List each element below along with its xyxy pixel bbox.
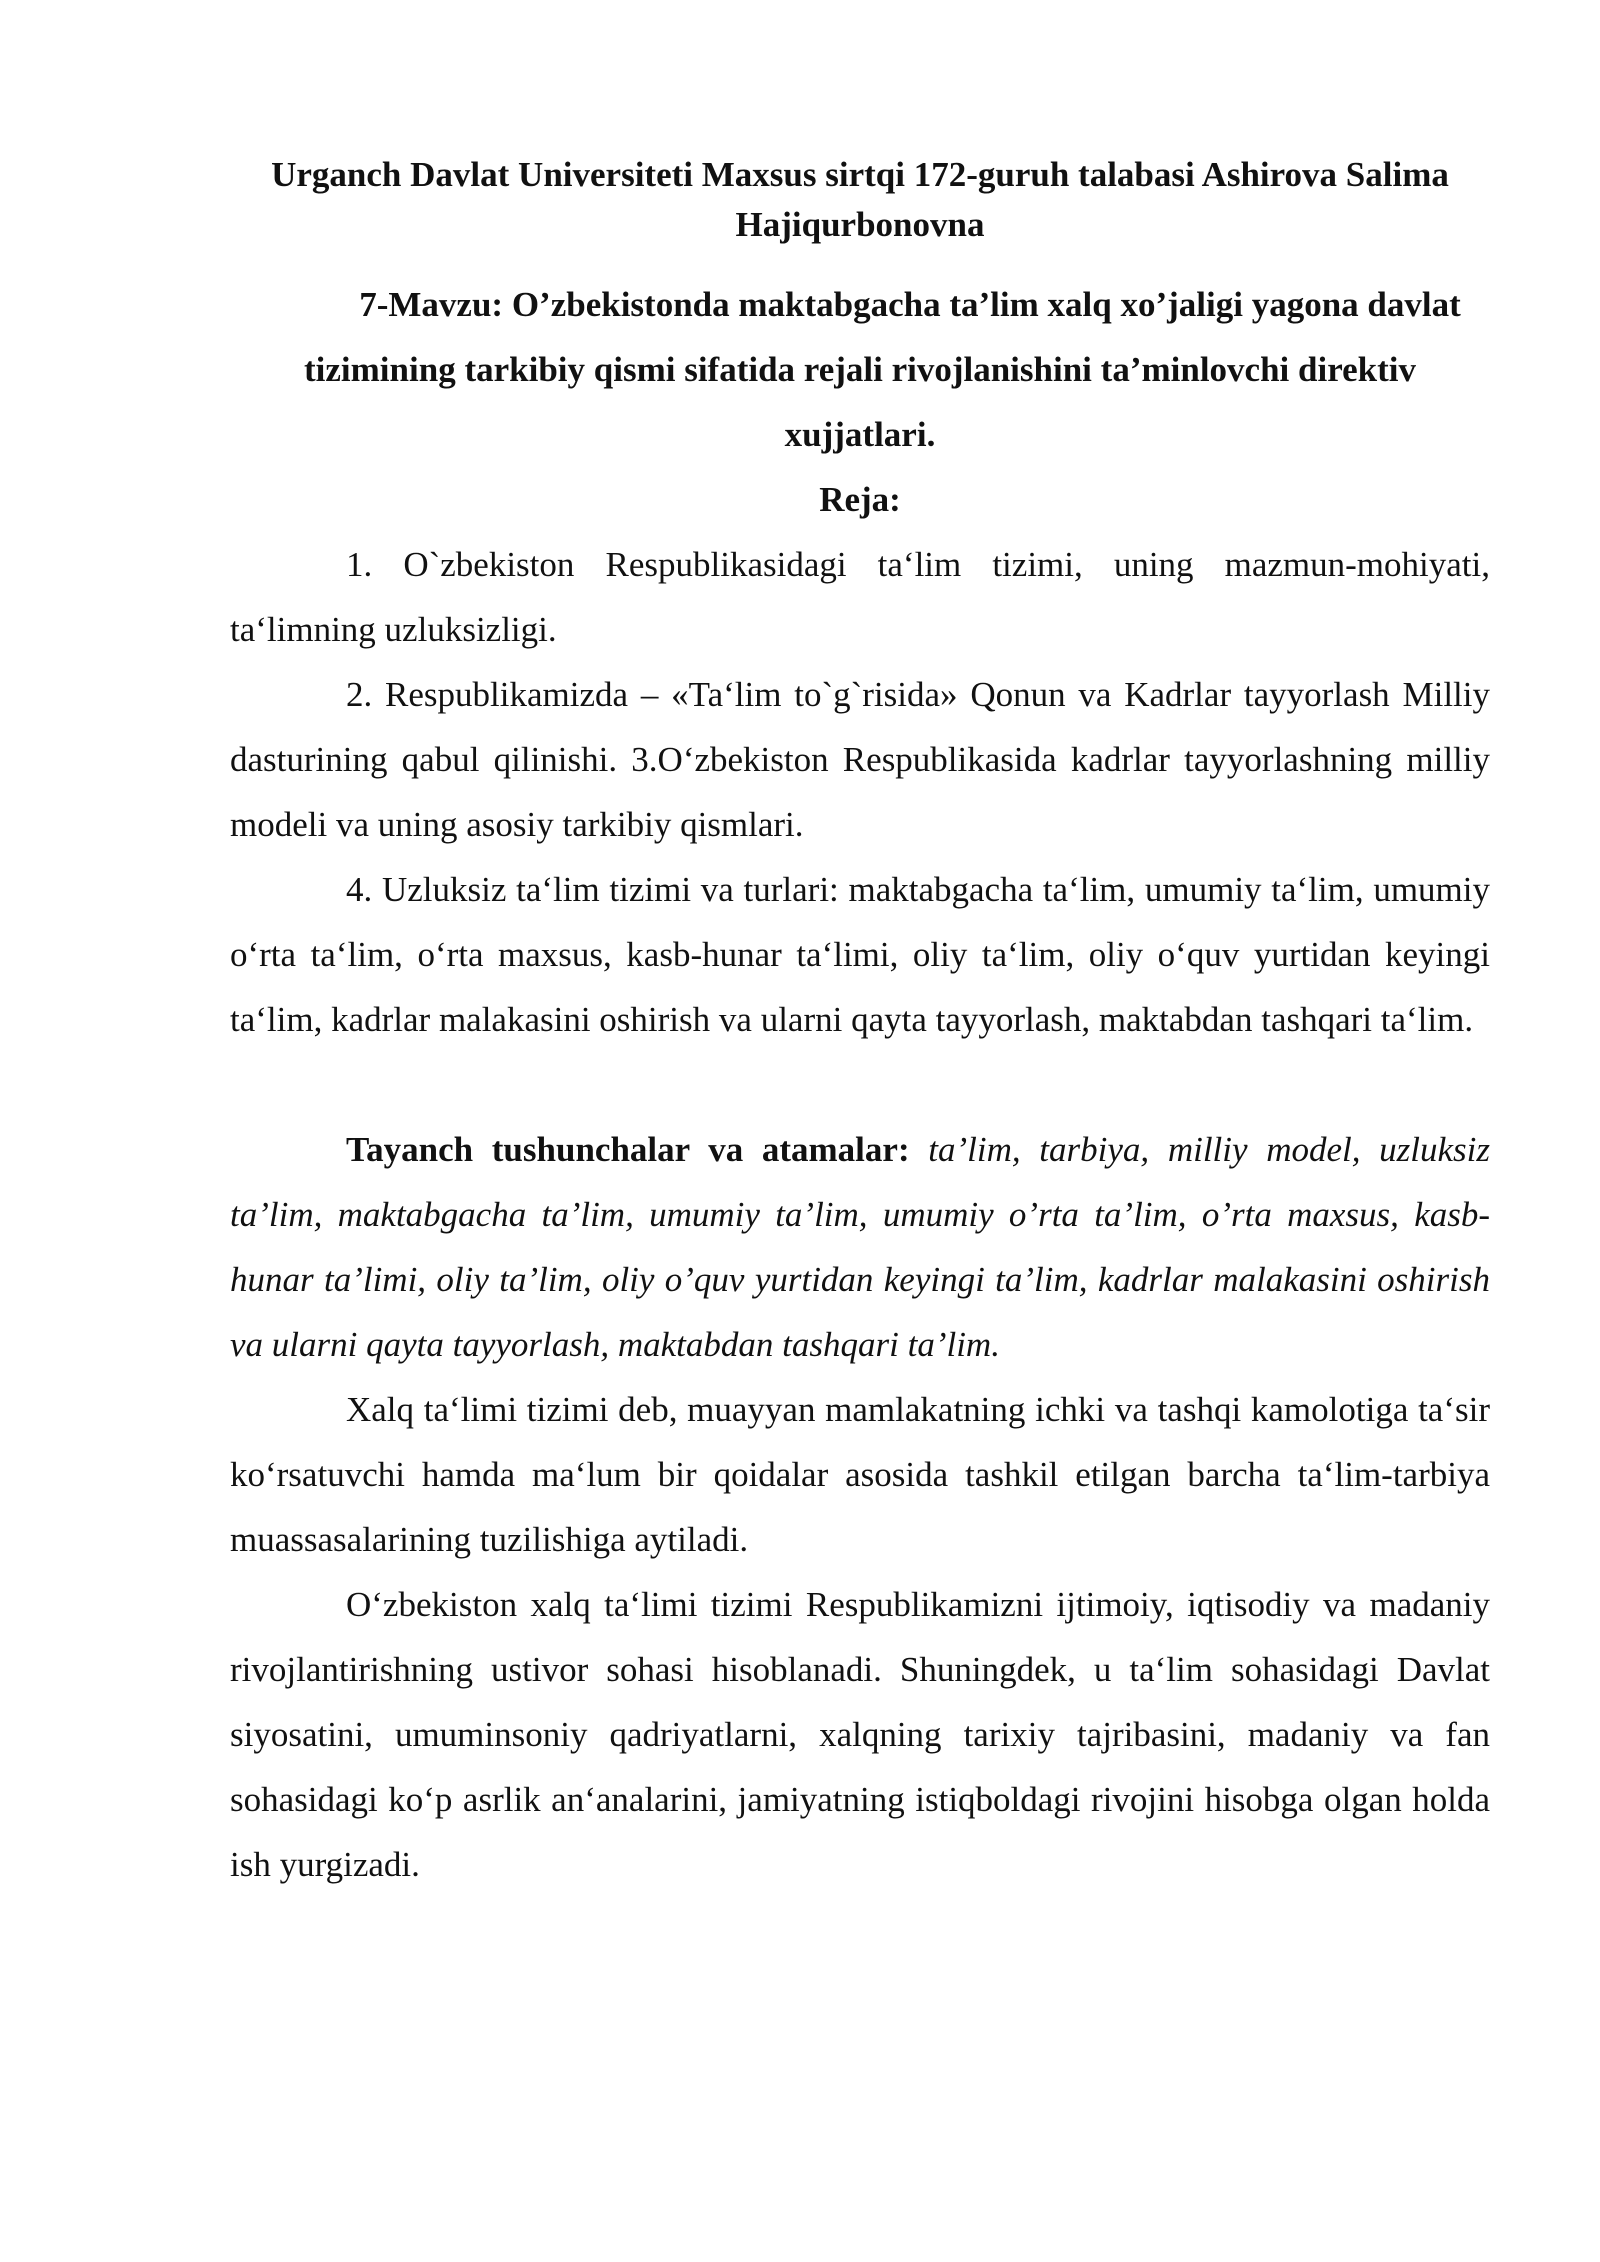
key-concepts-paragraph (230, 1117, 1490, 1377)
topic-title: 7-Mavzu: O’zbekistonda maktabgacha ta’lim xalq xo’jaligi yagona davlat tizimining tarkibiy qismi sifatida rejali rivojlanishini ta’minlovchi direktiv xujjatlari. (304, 285, 1461, 454)
key-concepts-terms: ta’lim, tarbiya, milliy model, uzluksiz ta’lim, maktabgacha ta’lim, umumiy ta’lim, umumiy o’rta ta’lim, o’rta maxsus, kasb-hunar ta’limi, oliy ta’lim, oliy o’quv yurtidan keyingi ta’lim, kadrlar malakasini oshirish va ularni qayta tayyorlash, maktabdan tashqari ta’lim. (230, 1130, 1491, 1364)
author-line: Urganch Davlat Universiteti Maxsus sirtqi 172-guruh talabasi Ashirova Salima Hajiqurbonovna (271, 155, 1449, 244)
plan-item: 2. Respublikamizda – «Ta‘lim to`g`risida» Qonun va Kadrlar tayyorlash Milliy dasturining qabul qilinishi. 3.O‘zbekiston Respublikasida kadrlar tayyorlashning milliy modeli va uning asosiy tarkibiy qismlari. (230, 675, 1490, 844)
plan-heading: Reja: (819, 480, 901, 519)
body-paragraph: Xalq ta‘limi tizimi deb, muayyan mamlakatning ichki va tashqi kamolotiga ta‘sir ko‘rsatuvchi hamda ma‘lum bir qoidalar asosida tashkil etilgan barcha ta‘lim-tarbiya muassasalarining tuzilishiga aytiladi. (230, 1390, 1490, 1559)
plan-item: 1. O`zbekiston Respublikasidagi ta‘lim tizimi, uning mazmun-mohiyati, ta‘limning uzluksizligi. (230, 545, 1490, 649)
plan-item: 4. Uzluksiz ta‘lim tizimi va turlari: maktabgacha ta‘lim, umumiy ta‘lim, umumiy o‘rta ta‘lim, o‘rta maxsus, kasb-hunar ta‘limi, oliy ta‘lim, oliy o‘quv yurtidan keyingi ta‘lim, kadrlar malakasini oshirish va ularni qayta tayyorlash, maktabdan tashqari ta‘lim. (230, 870, 1490, 1039)
body-paragraph: O‘zbekiston xalq ta‘limi tizimi Respublikamizni ijtimoiy, iqtisodiy va madaniy rivojlantirishning ustivor sohasi hisoblanadi. Shuningdek, u ta‘lim sohasidagi Davlat siyosatini, umuminsoniy qadriyatlarni, xalqning tarixiy tajribasini, madaniy va fan sohasidagi ko‘p asrlik an‘analarini, jamiyatning istiqboldagi rivojini hisobga olgan holda ish yurgizadi. (230, 1585, 1490, 1884)
key-concepts-label: Tayanch tushunchalar va atamalar: (346, 1130, 910, 1169)
paragraph-spacer (230, 1052, 1490, 1117)
